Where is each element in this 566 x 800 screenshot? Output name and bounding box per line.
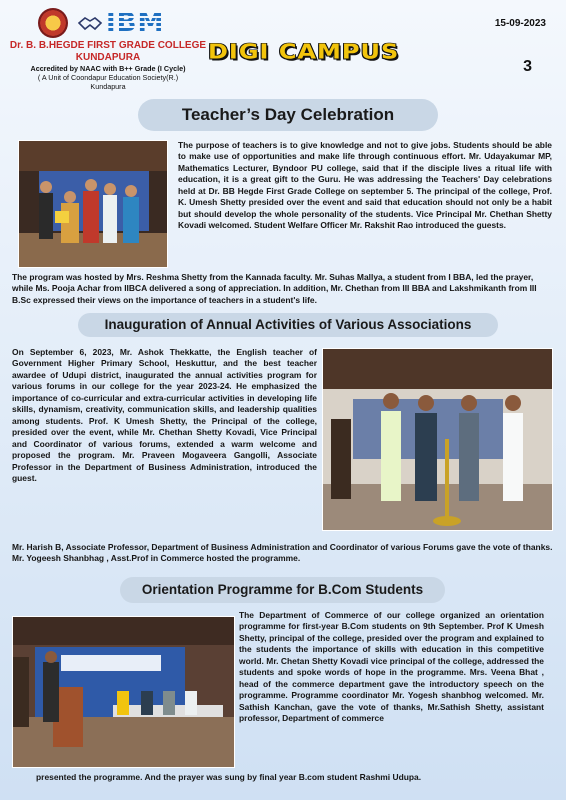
- inauguration-text-full: Mr. Harish B, Associate Professor, Department of Business Administration and Coordinator of various Forums gave the vote of thanks. Mr. Yogeesh Shanbhag , Asst.Prof in Commerce hosted the programme.: [12, 542, 553, 564]
- section-title-inauguration: Inauguration of Annual Activities of Various Associations: [78, 313, 498, 337]
- issue-date: 15-09-2023: [494, 18, 546, 29]
- teachers-day-text-full: The program was hosted by Mrs. Reshma Shetty from the Kannada faculty. Mr. Suhas Mallya, a student from I BBA, led the prayer, while Ms. Pooja Achar from IIBCA delivered a song of appreciation. In addition, Mr. Chethan from III BBA and Lakshmikanth from III B.Sc expressed their views on the importance of teachers in a student's life.: [12, 272, 537, 305]
- orientation-stage-photo: [12, 616, 235, 768]
- section-title-orientation: Orientation Programme for B.Com Students: [120, 577, 445, 603]
- section-title-teachers-day: Teacher’s Day Celebration: [138, 99, 438, 131]
- page-number: 3: [523, 58, 532, 75]
- teachers-day-text-wrap: The purpose of teachers is to give knowledge and not to give jobs. Students should be able to make use of opportunities and make life through continuous effort. Mr. Udayakumar MP, Mathematics Lecturer, Byndoor PU college, said that if the disciple lives a ritual life with education, it is a great gift to the Guru. He was addressing the Teachers' Day celebrations held at Dr. BB Hegde First Grade College on september 5. The principal of the college, Prof. K. Umesh Shetty presided over the event and said that education should not only be a habit but should develop the whole personality of the students. Vice Principal Mr. Chethan Shetty Kovadi welcomed. Student Welfare Officer Mr. Rakshit Rao introduced the guests.: [178, 140, 552, 231]
- handshake-icon: [78, 14, 102, 32]
- orientation-text-full: presented the programme. And the prayer was sung by final year B.com student Rashmi Udupa.: [36, 772, 422, 782]
- header-logos: [38, 8, 178, 38]
- newsletter-title: DIGI CAMPUS: [208, 40, 400, 64]
- society-unit-text: ( A Unit of Coondapur Education Society(R.): [37, 73, 179, 82]
- lamp-lighting-photo: [322, 348, 553, 531]
- ibm-logo: IBM: [106, 8, 165, 38]
- teachers-day-photo: [18, 140, 168, 268]
- college-seal-icon: [38, 8, 68, 38]
- orientation-text-wrap: The Department of Commerce of our college organized an orientation programme for first-year B.Com students on 9th September. Prof K Umesh Shetty, principal of the college, presided over the program and explained to the students the importance of skills with education in this competitive world. Mr. Chetan Shetty Kovadi vice principal of the college, addressed the students and spoke words of hope in the programme. Mrs. Veena Bhat , head of the commerce department gave the introductory speech on the programme. Programme coordinator Mr. Yogesh shanbhog welcomed. Mr. Sathish Kanchan, gave the vote of thanks, Mr.Sathish Shetty, assistant professor, Department of commerce: [239, 610, 544, 724]
- society-place-text: Kundapura: [90, 82, 126, 91]
- accreditation-text: Accredited by NAAC with B++ Grade (I Cycle): [30, 64, 186, 73]
- inauguration-text-wrap: On September 6, 2023, Mr. Ashok Thekkatte, the English teacher of Government Higher Primary School, Heskuttur, and the best teacher awardee of Udupi district, inaugurated the annual activities program for various forums in our college for the year 2023-24. He emphasized the importance of co-curricular and extra-curricular activities in developing life skills, dynamism, creativity, communication skills, and leadership qualities among students. Prof. K Umesh Shetty, the Principal of the college, presided over the event, while Mr. Chethan Shetty Kovadi, Vice Principal and Coordinator of various forums, extended a warm welcome and proposed the program. Mr. Praveen Mogaveera Gangolli, Associate Professor in the Department of Business Administration, introduced the guest.: [12, 347, 317, 483]
- college-name: Dr. B. B.HEGDE FIRST GRADE COLLEGE KUNDAPURA: [9, 40, 207, 63]
